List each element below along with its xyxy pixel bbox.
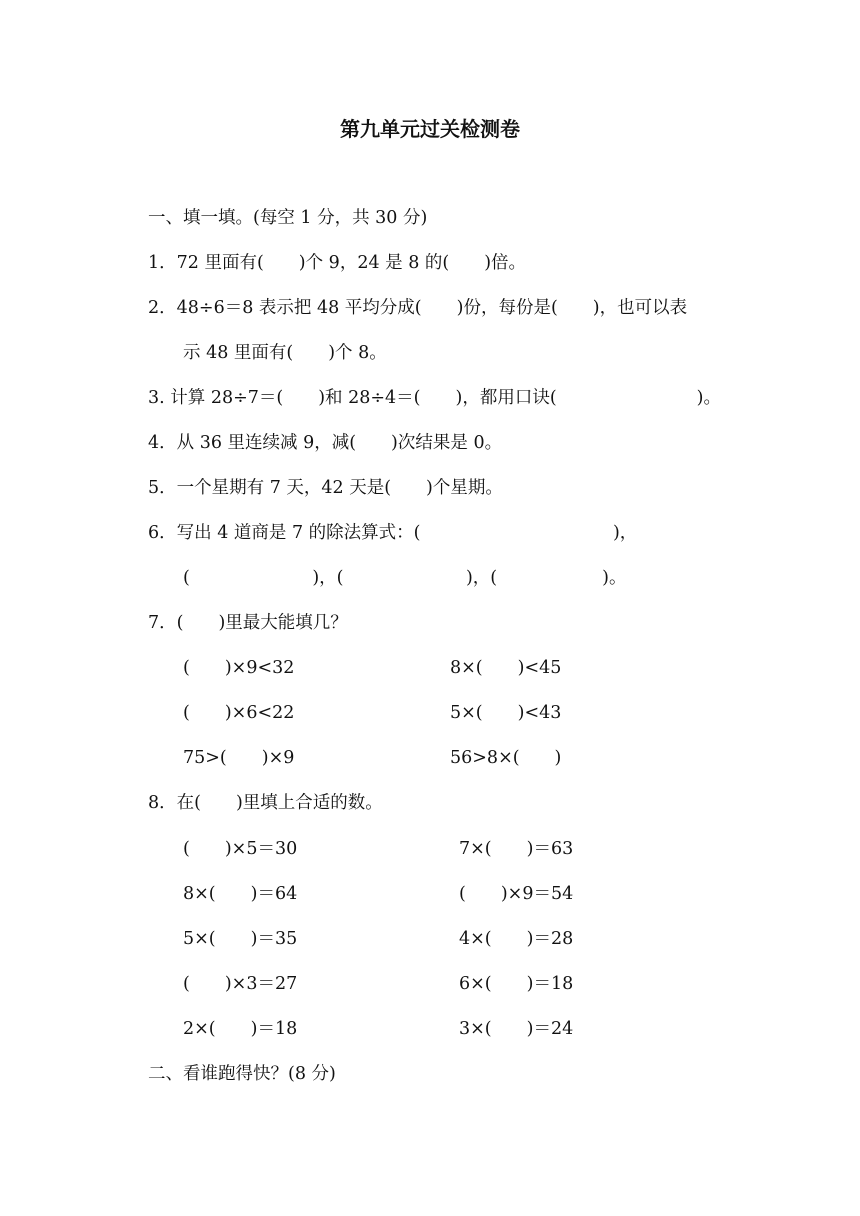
q8-item-right: 6×( )＝18 <box>459 974 574 994</box>
section-2-heading: 二、看谁跑得快？(8 分) <box>148 1064 336 1084</box>
section-1-heading: 一、填一填。(每空 1 分，共 30 分) <box>148 208 428 228</box>
q7-item-left: ( )×9<32 <box>183 658 295 678</box>
q8-item-right: 4×( )＝28 <box>459 929 574 949</box>
question-1: 1．72 里面有( )个 9，24 是 8 的( )倍。 <box>148 253 527 273</box>
q7-item-right: 56>8×( ) <box>450 748 562 768</box>
question-8-prompt: 8．在( )里填上合适的数。 <box>148 793 383 813</box>
q8-item-left: ( )×3＝27 <box>183 974 298 994</box>
q8-item-left: ( )×5＝30 <box>183 839 298 859</box>
question-4: 4．从 36 里连续减 9，减( )次结果是 0。 <box>148 433 503 453</box>
q7-item-right: 5×( )<43 <box>450 703 562 723</box>
q8-item-right: 7×( )＝63 <box>459 839 574 859</box>
question-2-line-1: 2．48÷6＝8 表示把 48 平均分成( )份，每份是( )，也可以表 <box>148 298 688 318</box>
q8-item-left: 8×( )＝64 <box>183 884 298 904</box>
question-7-prompt: 7．( )里最大能填几？ <box>148 613 348 633</box>
q7-item-left: 75>( )×9 <box>183 748 295 768</box>
question-6-line-2: ( )，( )，( )。 <box>183 568 627 588</box>
q8-item-left: 2×( )＝18 <box>183 1019 298 1039</box>
q8-item-right: ( )×9＝54 <box>459 884 574 904</box>
question-3: 3. 计算 28÷7＝( )和 28÷4＝( )，都用口诀( )。 <box>148 388 721 408</box>
q8-item-right: 3×( )＝24 <box>459 1019 574 1039</box>
q7-item-right: 8×( )<45 <box>450 658 562 678</box>
q7-item-left: ( )×6<22 <box>183 703 295 723</box>
question-5: 5．一个星期有 7 天，42 天是( )个星期。 <box>148 478 503 498</box>
question-6-line-1: 6．写出 4 道商是 7 的除法算式：( )， <box>148 523 638 543</box>
page-title: 第九单元过关检测卷 <box>340 117 520 141</box>
question-2-line-2: 示 48 里面有( )个 8。 <box>183 343 387 363</box>
q8-item-left: 5×( )＝35 <box>183 929 298 949</box>
